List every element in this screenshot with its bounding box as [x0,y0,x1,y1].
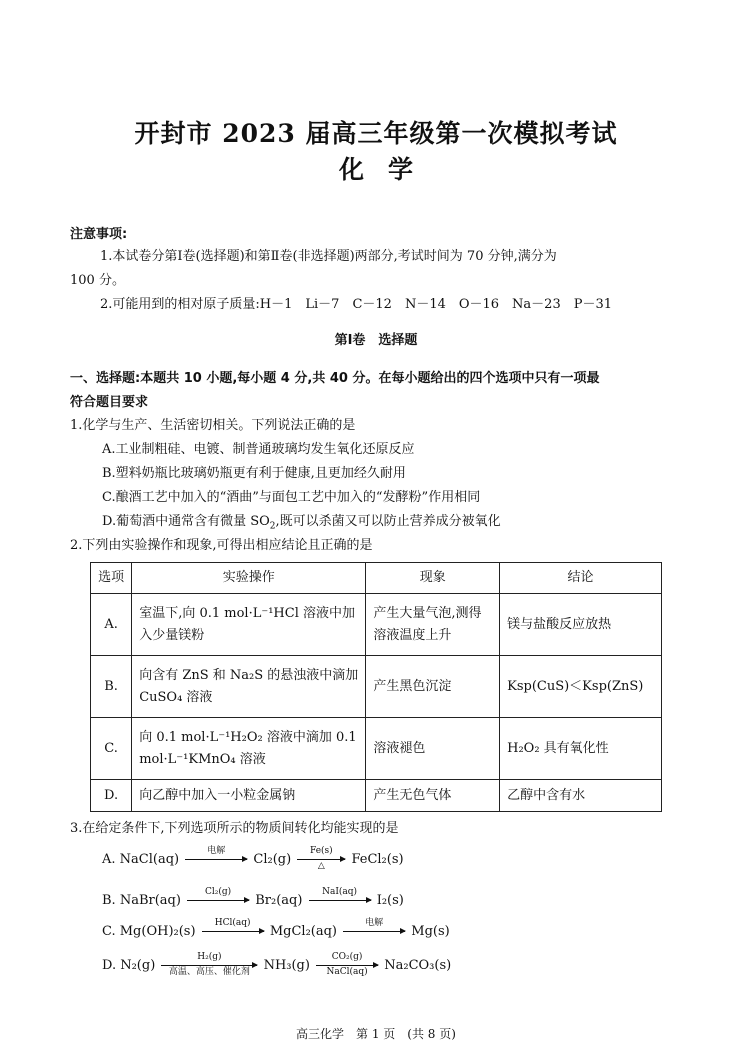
table-cell-phenomenon: 产生大量气泡,测得溶液温度上升 [366,594,500,656]
table-header-conclusion: 结论 [500,563,662,594]
question-1-option-d: D.葡萄酒中通常含有微量 $SO_2$,既可以杀菌又可以防止营养成分被氧化 [102,514,501,532]
table-cell-operation: 向含有 ZnS 和 Na₂S 的悬浊液中滴加 CuSO₄ 溶液 [132,656,366,718]
notice-item-2: 2.可能用到的相对原子质量:H－1 Li－7 C－12 N－14 O－16 Na－23 P－31 [100,297,613,312]
section-instruction-line-1: 一、选择题:本题共 10 小题,每小题 4 分,共 40 分。在每小题给出的四个选项中只有一项最 [70,371,600,386]
table-cell-option: A. [91,594,132,656]
table-cell-option: D. [91,780,132,812]
reaction-arrow: Cl₂(g) [187,900,249,901]
question-1-stem: 1.化学与生产、生活密切相关。下列说法正确的是 [70,418,356,433]
table-cell-conclusion: H₂O₂ 具有氧化性 [500,718,662,780]
question-3-option-c: C. Mg(OH)₂(s) HCl(aq) MgCl₂(aq) 电解 Mg(s) [102,918,450,939]
question-1-option-c: C.酿酒工艺中加入的“酒曲”与面包工艺中加入的“发酵粉”作用相同 [102,490,481,505]
table-cell-operation: 向乙醇中加入一小粒金属钠 [132,780,366,812]
reaction-arrow: 电解 [343,931,405,932]
table-cell-phenomenon: 产生无色气体 [366,780,500,812]
subject-title [0,150,752,186]
question-2-table [90,562,662,812]
notice-item-1-line-1: 1.本试卷分第Ⅰ卷(选择题)和第Ⅱ卷(非选择题)两部分,考试时间为 70 分钟,满分为 [100,249,557,264]
table-header-operation: 实验操作 [132,563,366,594]
question-3-option-b: B. NaBr(aq) Cl₂(g) Br₂(aq) NaI(aq) I₂(s) [102,887,404,908]
table-header-row [91,563,662,594]
table-cell-operation: 室温下,向 0.1 mol·L⁻¹HCl 溶液中加入少量镁粉 [132,594,366,656]
reaction-arrow: HCl(aq) [202,931,264,932]
reaction-arrow: CO₂(g) NaCl(aq) [316,965,378,966]
reaction-arrow: 电解 [185,859,247,860]
table-cell-phenomenon: 溶液褪色 [366,718,500,780]
table-row [91,656,662,718]
question-1-option-b: B.塑料奶瓶比玻璃奶瓶更有利于健康,且更加经久耐用 [102,466,406,481]
question-3-option-d: D. N₂(g) H₂(g) 高温、高压、催化剂 NH₃(g) CO₂(g) NaCl(aq) Na₂CO₃(s) [102,952,452,977]
notice-item-1-line-2: 100 分。 [70,273,125,288]
table-cell-phenomenon: 产生黑色沉淀 [366,656,500,718]
table-header-option: 选项 [91,563,132,594]
table-row [91,780,662,812]
table-row [91,718,662,780]
table-header-phenomenon: 现象 [366,563,500,594]
reaction-arrow: H₂(g) 高温、高压、催化剂 [161,965,257,966]
question-3-stem: 3.在给定条件下,下列选项所示的物质间转化均能实现的是 [70,821,399,836]
table-cell-conclusion: Ksp(CuS)＜Ksp(ZnS) [500,656,662,718]
question-1-option-a: A.工业制粗硅、电镀、制普通玻璃均发生氧化还原反应 [102,442,415,457]
question-3-option-a: A. NaCl(aq) 电解 Cl₂(g) Fe(s) △ FeCl₂(s) [102,846,404,871]
page-footer: 高三化学 第 1 页 (共 8 页) [296,1027,456,1041]
section-title: 第Ⅰ卷 选择题 [334,333,418,348]
subject-char-1: 化 [338,155,364,184]
table-cell-operation: 向 0.1 mol·L⁻¹H₂O₂ 溶液中滴加 0.1 mol·L⁻¹KMnO₄ 溶液 [132,718,366,780]
subject-char-2: 学 [388,155,414,184]
question-2-stem: 2.下列由实验操作和现象,可得出相应结论且正确的是 [70,538,373,553]
notice-heading: 注意事项: [70,227,128,242]
table-cell-option: B. [91,656,132,718]
exam-title: 开封市 2023 届高三年级第一次模拟考试 [134,119,618,148]
table-row [91,594,662,656]
reaction-arrow: Fe(s) △ [297,859,345,860]
table-cell-option: C. [91,718,132,780]
table-cell-conclusion: 镁与盐酸反应放热 [500,594,662,656]
section-instruction-line-2: 符合题目要求 [70,395,149,410]
reaction-arrow: NaI(aq) [309,900,371,901]
table-cell-conclusion: 乙醇中含有水 [500,780,662,812]
